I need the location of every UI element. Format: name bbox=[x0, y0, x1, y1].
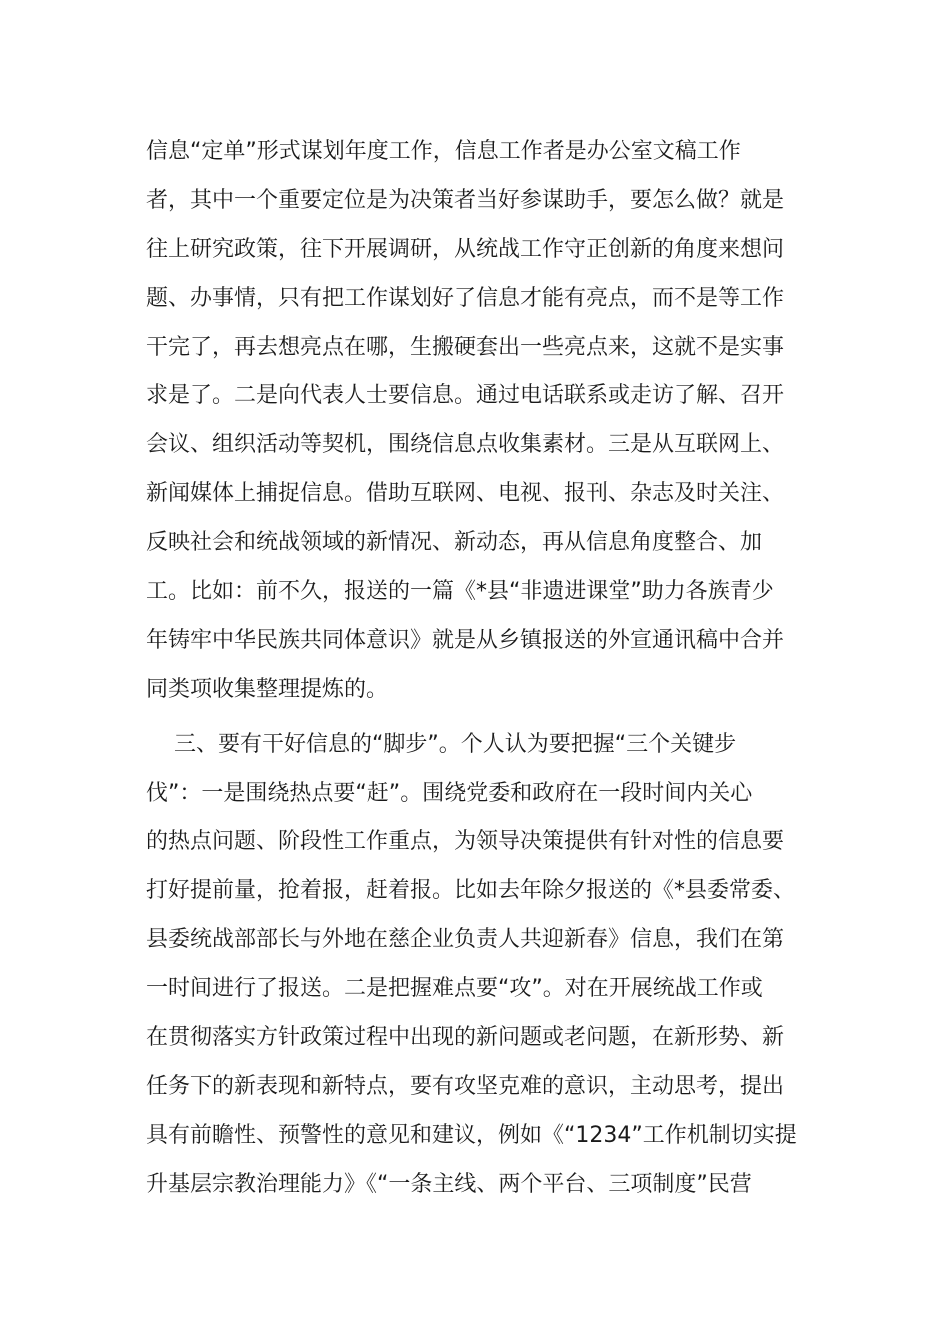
paragraph-line: 伐”：一是围绕热点要“赶”。围绕党委和政府在一段时间内关心 bbox=[146, 780, 753, 806]
paragraph-line: 反映社会和统战领域的新情况、新动态，再从信息角度整合、加 bbox=[146, 530, 763, 556]
paragraph-line: 求是了。二是向代表人士要信息。通过电话联系或走访了解、召开 bbox=[146, 383, 785, 409]
paragraph-line: 往上研究政策，往下开展调研，从统战工作守正创新的角度来想问 bbox=[146, 236, 785, 262]
paragraph-line: 题、办事情，只有把工作谋划好了信息才能有亮点，而不是等工作 bbox=[146, 285, 785, 311]
paragraph-line: 三、要有干好信息的“脚步”。个人认为要把握“三个关键步 bbox=[146, 731, 737, 757]
paragraph-line: 升基层宗教治理能力》《“一条主线、两个平台、三项制度”民营 bbox=[146, 1171, 752, 1197]
paragraph-line: 同类项收集整理提炼的。 bbox=[146, 676, 389, 702]
paragraph-line: 会议、组织活动等契机，围绕信息点收集素材。三是从互联网上、 bbox=[146, 432, 785, 458]
paragraph-line: 打好提前量，抢着报，赶着报。比如去年除夕报送的《*县委常委、 bbox=[146, 878, 796, 904]
paragraph-line: 任务下的新表现和新特点，要有攻坚克难的意识，主动思考，提出 bbox=[146, 1073, 785, 1099]
paragraph-line: 工。比如：前不久，报送的一篇《*县“非遗进课堂”助力各族青少 bbox=[146, 579, 774, 605]
paragraph-line: 新闻媒体上捕捉信息。借助互联网、电视、报刊、杂志及时关注、 bbox=[146, 481, 785, 507]
paragraph-line: 县委统战部部长与外地在慈企业负责人共迎新春》信息，我们在第 bbox=[146, 927, 785, 953]
paragraph-line: 干完了，再去想亮点在哪，生搬硬套出一些亮点来，这就不是实事 bbox=[146, 334, 785, 360]
paragraph-2 bbox=[146, 721, 806, 1210]
paragraph-line: 具有前瞻性、预警性的意见和建议，例如《“1234”工作机制切实提 bbox=[146, 1122, 797, 1148]
paragraph-line: 者，其中一个重要定位是为决策者当好参谋助手，要怎么做？就是 bbox=[146, 187, 785, 213]
paragraph-line: 年铸牢中华民族共同体意识》就是从乡镇报送的外宣通讯稿中合并 bbox=[146, 627, 785, 653]
paragraph-1 bbox=[146, 128, 806, 715]
document-body bbox=[146, 128, 806, 1210]
paragraph-line: 信息“定单”形式谋划年度工作，信息工作者是办公室文稿工作 bbox=[146, 139, 741, 164]
paragraph-line: 的热点问题、阶段性工作重点，为领导决策提供有针对性的信息要 bbox=[146, 829, 785, 855]
paragraph-line: 在贯彻落实方针政策过程中出现的新问题或老问题，在新形势、新 bbox=[146, 1025, 785, 1051]
paragraph-line: 一时间进行了报送。二是把握难点要“攻”。对在开展统战工作或 bbox=[146, 976, 763, 1002]
